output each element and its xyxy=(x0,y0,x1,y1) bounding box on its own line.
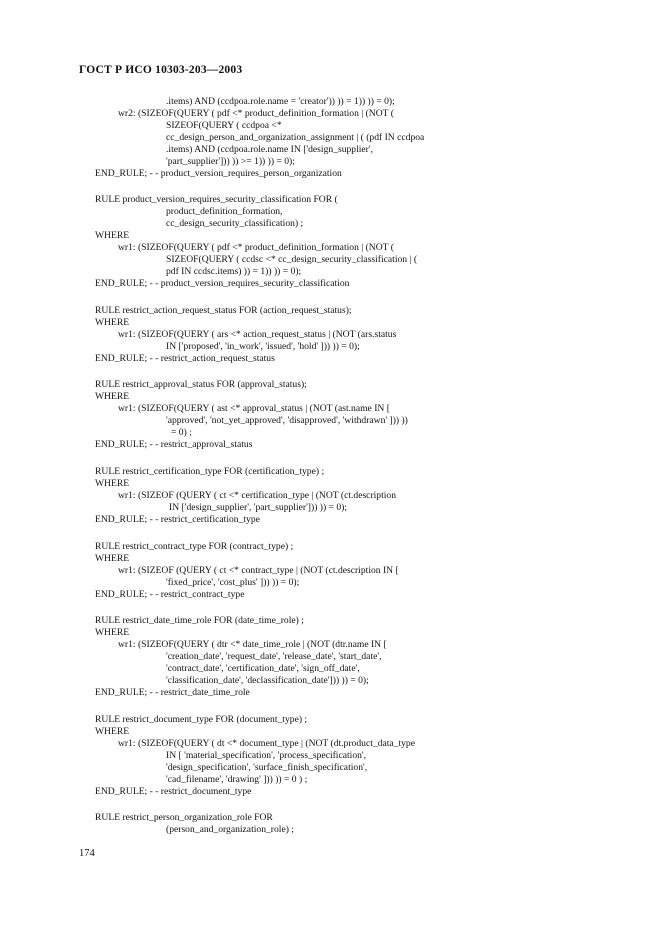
code-line: SIZEOF(QUERY ( ccdsc <* cc_design_security_classification | ( xyxy=(166,254,418,265)
code-line: product_definition_formation, xyxy=(166,206,283,217)
code-line: END_RULE; - - restrict_certification_type xyxy=(95,514,260,525)
page-number: 174 xyxy=(79,848,95,859)
code-line: (person_and_organization_role) ; xyxy=(166,824,294,835)
code-line: WHERE xyxy=(95,627,130,638)
code-line: cc_design_person_and_organization_assignment | ( (pdf IN ccdpoa xyxy=(166,132,425,143)
code-line: END_RULE; - - product_version_requires_person_organization xyxy=(95,168,342,179)
code-line: END_RULE; - - restrict_contract_type xyxy=(95,589,245,600)
code-line: wr1: (SIZEOF(QUERY ( ars <* action_request_status | (NOT (ars.status xyxy=(118,329,397,340)
code-line: = 0) ; xyxy=(171,427,192,438)
code-line: 'cad_filename', 'drawing' ])) )) = 0 ) ; xyxy=(166,774,308,785)
code-line: RULE product_version_requires_security_classification FOR ( xyxy=(95,194,338,205)
code-line: RULE restrict_date_time_role FOR (date_time_role) ; xyxy=(95,615,304,626)
code-line: wr1: (SIZEOF(QUERY ( dtr <* date_time_role | (NOT (dtr.name IN [ xyxy=(118,639,387,650)
code-line: wr1: (SIZEOF(QUERY ( ast <* approval_status | (NOT (ast.name IN [ xyxy=(118,403,390,414)
code-line: WHERE xyxy=(95,391,130,402)
code-line: WHERE xyxy=(95,478,130,489)
code-line: 'fixed_price', 'cost_plus' ])) )) = 0); xyxy=(166,577,300,588)
code-line: RULE restrict_document_type FOR (document_type) ; xyxy=(95,714,308,725)
code-line: END_RULE; - - product_version_requires_security_classification xyxy=(95,278,350,289)
code-line: wr1: (SIZEOF (QUERY ( ct <* contract_type | (NOT (ct.description IN [ xyxy=(118,565,399,576)
code-line: cc_design_security_classification) ; xyxy=(166,218,304,229)
code-line: RULE restrict_certification_type FOR (certification_type) ; xyxy=(95,466,325,477)
code-line: WHERE xyxy=(95,726,130,737)
code-line: IN ['proposed', 'in_work', 'issued', 'hold' ])) )) = 0); xyxy=(166,341,360,352)
code-line: 'part_supplier'])) )) >= 1)) )) = 0); xyxy=(166,156,295,167)
code-line: END_RULE; - - restrict_document_type xyxy=(95,786,252,797)
code-line: END_RULE; - - restrict_approval_status xyxy=(95,439,253,450)
code-line: RULE restrict_action_request_status FOR (action_request_status); xyxy=(95,305,352,316)
code-line: wr1: (SIZEOF(QUERY ( pdf <* product_definition_formation | (NOT ( xyxy=(118,242,394,253)
code-line: wr2: (SIZEOF(QUERY ( pdf <* product_definition_formation | (NOT ( xyxy=(118,108,394,119)
code-line: 'creation_date', 'request_date', 'release_date', 'start_date', xyxy=(166,651,382,662)
code-line: IN ['design_supplier', 'part_supplier'])) )) = 0); xyxy=(169,502,348,513)
code-line: WHERE xyxy=(95,230,130,241)
code-line: pdf IN ccdsc.items) )) = 1)) )) = 0); xyxy=(166,266,302,277)
code-line: WHERE xyxy=(95,553,130,564)
code-line: SIZEOF(QUERY ( ccdpoa <* xyxy=(166,120,282,131)
code-line: 'contract_date', 'certification_date', 'sign_off_date', xyxy=(166,663,360,674)
code-line: IN [ 'material_specification', 'process_specification', xyxy=(166,750,367,761)
code-line: RULE restrict_approval_status FOR (approval_status); xyxy=(95,379,307,390)
code-line: RULE restrict_person_organization_role FOR xyxy=(95,812,273,823)
code-line: .items) AND (ccdpoa.role.name = 'creator')) )) = 1)) )) = 0); xyxy=(166,96,395,107)
code-line: END_RULE; - - restrict_date_time_role xyxy=(95,687,250,698)
code-line: wr1: (SIZEOF (QUERY ( ct <* certification_type | (NOT (ct.description xyxy=(118,490,397,501)
code-line: RULE restrict_contract_type FOR (contract_type) ; xyxy=(95,541,294,552)
code-line: wr1: (SIZEOF(QUERY ( dt <* document_type | (NOT (dt.product_data_type xyxy=(118,738,415,749)
code-line: .items) AND (ccdpoa.role.name IN ['design_supplier', xyxy=(166,144,374,155)
code-line: 'design_specification', 'surface_finish_specification', xyxy=(166,762,368,773)
code-line: END_RULE; - - restrict_action_request_status xyxy=(95,353,275,364)
code-line: 'classification_date', 'declassification_date'])) )) = 0); xyxy=(166,675,369,686)
code-line: WHERE xyxy=(95,317,130,328)
code-line: 'approved', 'not_yet_approved', 'disapproved', 'withdrawn' ])) )) xyxy=(166,415,408,426)
standard-header: ГОСТ Р ИСО 10303-203—2003 xyxy=(79,64,243,76)
